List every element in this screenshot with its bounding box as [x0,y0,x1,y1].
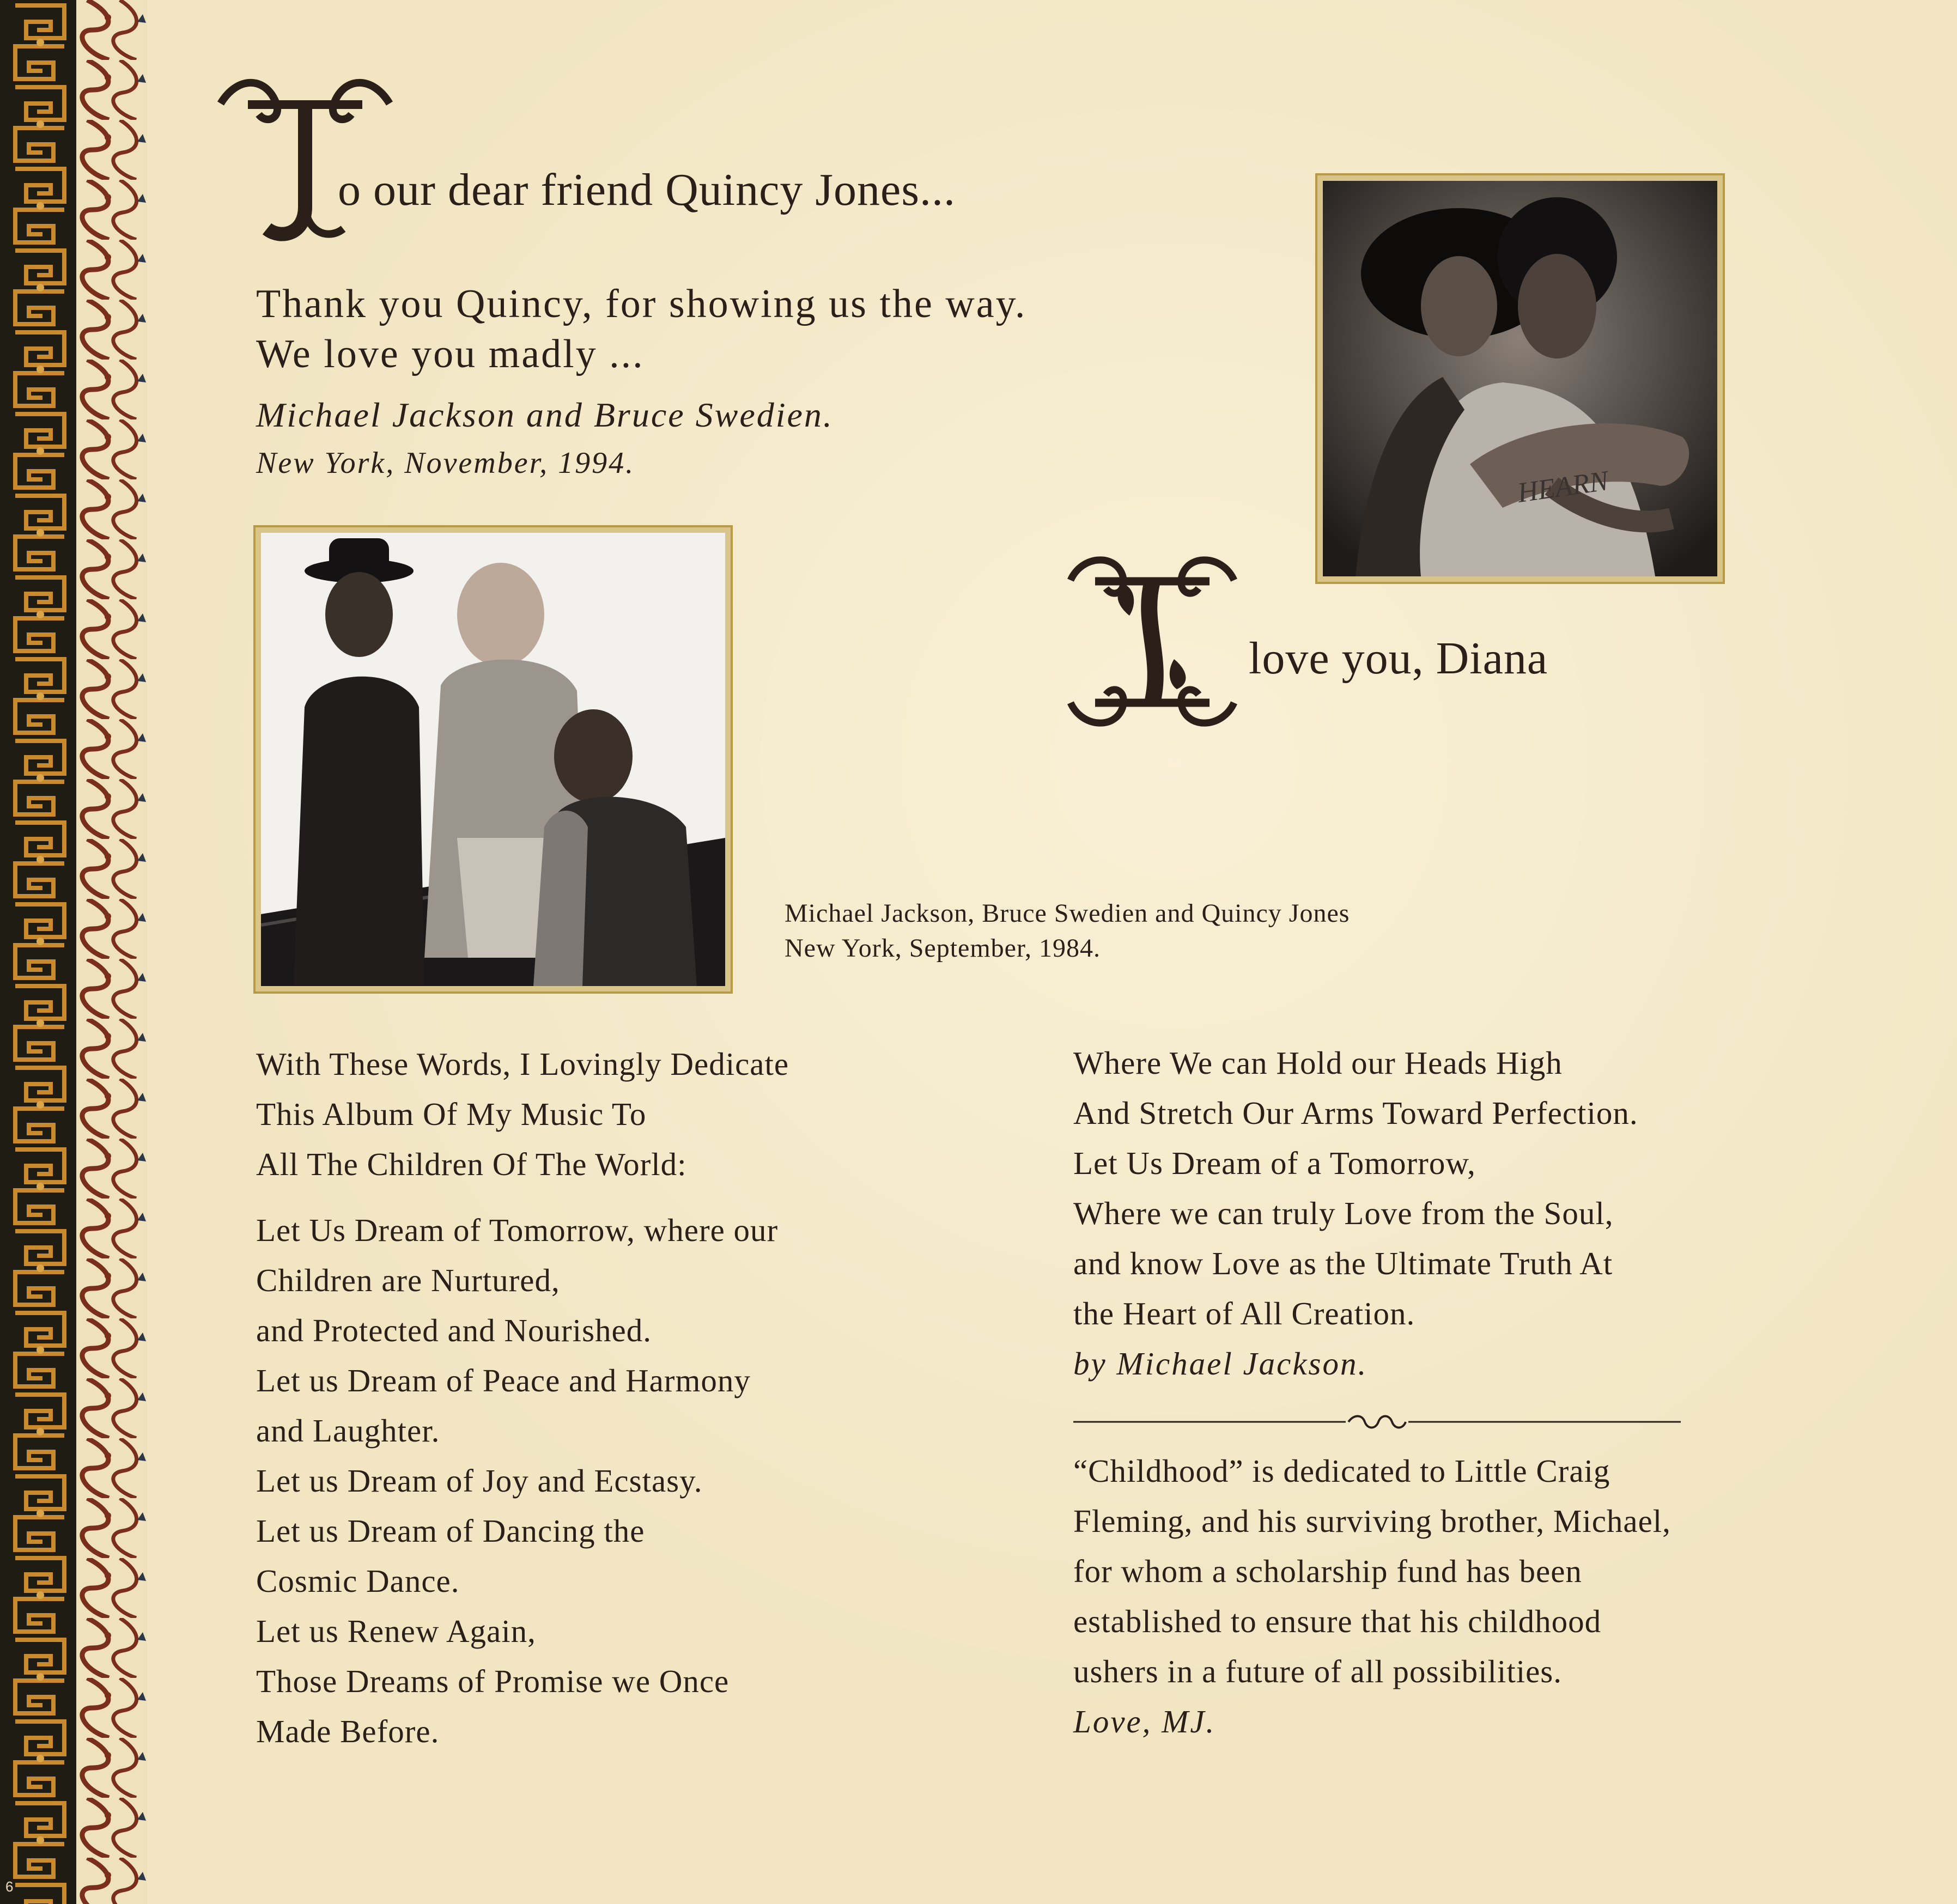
poem-line: Made Before. [256,1713,440,1749]
poem-line: Those Dreams of Promise we Once [256,1663,730,1699]
quincy-line-2: We love you madly ... [256,332,645,376]
poem-line: And Stretch Our Arms Toward Perfection. [1073,1095,1638,1131]
poem-line: Let Us Dream of a Tomorrow, [1073,1145,1476,1181]
childhood-dedication [1073,1446,1671,1747]
ornamental-divider [1073,1411,1681,1433]
quincy-signature: Michael Jackson and Bruce Swedien. [256,396,834,434]
dropcap-i-ornament [1065,548,1239,733]
quincy-line-1: Thank you Quincy, for showing us the way. [256,282,1027,326]
intro-line: With These Words, I Lovingly Dedicate [256,1046,789,1082]
dedication-intro [256,1039,789,1189]
poem-line: Let us Dream of Peace and Harmony [256,1362,751,1398]
studio-photo-caption-1: Michael Jackson, Bruce Swedien and Quincy Jones [785,899,1350,928]
poem-line: and Protected and Nourished. [256,1312,652,1348]
svg-text:HEARN: HEARN [1515,465,1610,509]
quincy-heading [338,163,956,216]
studio-photo-caption-2: New York, September, 1984. [785,934,1101,963]
childhood-line: ushers in a future of all possibilities. [1073,1653,1562,1689]
poem-line: Where we can truly Love from the Soul, [1073,1195,1614,1231]
vine-border [76,0,147,1904]
dedication-poem-left [256,1205,778,1756]
diana-photo [1323,181,1717,576]
poem-line: Let Us Dream of Tomorrow, where our [256,1212,779,1248]
poem-line: Children are Nurtured, [256,1262,560,1298]
poem-byline: by Michael Jackson. [1073,1346,1368,1382]
childhood-line: established to ensure that his childhood [1073,1603,1602,1639]
greek-key-border [10,0,71,1904]
poem-line: Where We can Hold our Heads High [1073,1045,1563,1081]
dropcap-t-ornament [215,71,395,251]
poem-line: and Laughter. [256,1413,440,1449]
poem-line: the Heart of All Creation. [1073,1295,1415,1331]
poem-line: Let us Renew Again, [256,1613,536,1649]
intro-line: This Album Of My Music To [256,1096,647,1132]
childhood-line: Fleming, and his surviving brother, Michael, [1073,1503,1671,1539]
poem-line: Let us Dream of Dancing the [256,1513,645,1549]
dedication-poem-right [1073,1038,1638,1389]
quincy-heading-text: o our dear friend Quincy Jones... [338,165,956,215]
diana-heading: love you, Diana [1249,633,1548,684]
poem-line: Cosmic Dance. [256,1563,460,1599]
page-number: 6 [5,1878,14,1895]
intro-line: All The Children Of The World: [256,1146,687,1182]
childhood-line: “Childhood” is dedicated to Little Craig [1073,1453,1610,1489]
childhood-line: for whom a scholarship fund has been [1073,1553,1582,1589]
childhood-signoff: Love, MJ. [1073,1704,1216,1739]
studio-photo [261,533,725,986]
poem-line: and know Love as the Ultimate Truth At [1073,1245,1613,1281]
quincy-place-date: New York, November, 1994. [256,446,635,480]
poem-line: Let us Dream of Joy and Ecstasy. [256,1463,703,1499]
